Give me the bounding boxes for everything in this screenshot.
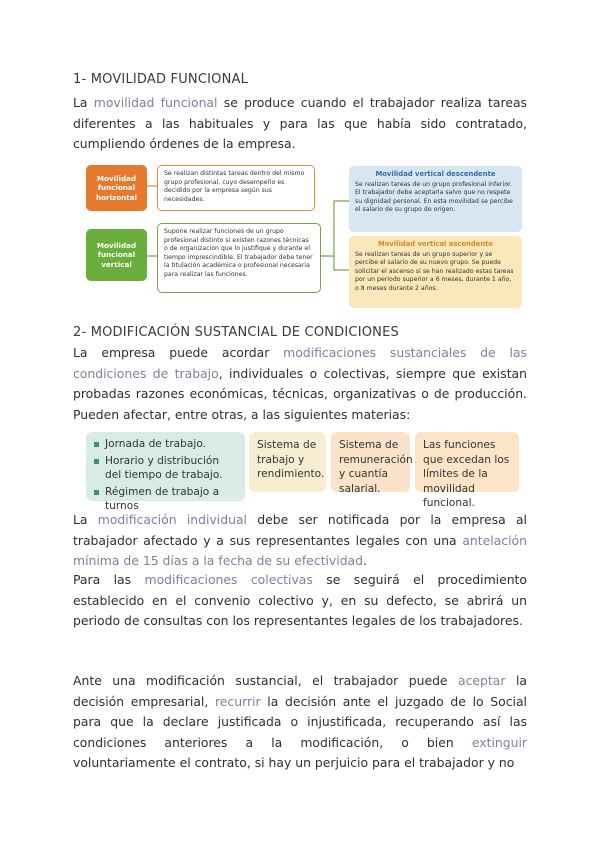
section1-paragraph: La movilidad funcional se produce cuando el trabajador realiza tareas diferentes a las habituales y para las que había sido contratado, cumpliendo órdenes de la empresa. <box>73 95 527 151</box>
highlight-term: extinguir <box>471 734 527 750</box>
highlight-term: modificación individual <box>97 512 247 527</box>
section2-paragraph-3: Para las modificaciones colectivas se seguirá el procedimiento establecido en el convenio colectivo y, en su defecto, se abrirá un periodo de consultas con los representantes legales de los trabajadores. <box>73 572 527 628</box>
vertical-mobility-text: Supone realizar funciones de un grupo profesional distinto si existen razones técnicas o de organización que lo justifique y durante el tiempo imprescindible. El trabajador debe tener la titulación académica o profesional necesaria para realizar las funciones. <box>157 223 321 293</box>
ascending-title: Movilidad vertical ascendente <box>377 240 494 248</box>
highlight-term: aceptar <box>458 673 506 688</box>
section2-paragraph-1: La empresa puede acordar modificaciones sustanciales de las condiciones de trabajo, individuales o colectivas, siempre que existan probadas razones económicas, técnicas, organizativas o de producción. Pueden afectar, entre otras, a las siguientes materias: <box>73 345 528 422</box>
card-remuneration: Sistema de remuneración y cuantía salarial. <box>331 432 410 492</box>
highlight-term: antelación mínima de 15 días a la fecha de su efectividad <box>73 532 527 568</box>
highlight-term: modificaciones sustanciales de las condiciones de trabajo <box>73 345 528 381</box>
ascending-text: Se realizan tareas de un grupo superior y se percibe el salario de su nuevo grupo. Se puede solicitar el ascenso si se han realizado estas tareas por un periodo superior a 6 meses, durante 1 año, o 8 meses durante 2 años. <box>355 250 514 292</box>
list-item: Régimen de trabajo a turnos <box>94 485 237 514</box>
highlight-term: recurrir <box>214 693 261 709</box>
descending-title: Movilidad vertical descendente <box>375 170 496 178</box>
section2-heading: 2- MODIFICACIÓN SUSTANCIAL DE CONDICIONES <box>73 325 399 340</box>
card-functions: Las funciones que excedan los límites de la movilidad funcional. <box>415 432 519 492</box>
horizontal-mobility-label: Movilidad funcional horizontal <box>86 165 147 211</box>
vertical-mobility-label: Movilidad funcional vertical <box>86 229 147 281</box>
section1-heading: 1- MOVILIDAD FUNCIONAL <box>73 72 249 87</box>
horizontal-mobility-text: Se realizan distintas tareas dentro del mismo grupo profesional, cuyo desempeño es decidido por la empresa según sus necesidades. <box>157 165 315 211</box>
card-work-system: Sistema de trabajo y rendimiento. <box>249 432 326 492</box>
descending-text: Se realizan tareas de un grupo profesional inferior. El trabajador debe aceptarla salvo que no respete su dignidad personal. En esta movilidad se percibe el salario de su grupo de origen. <box>355 180 513 214</box>
highlight-term: movilidad funcional <box>93 95 218 110</box>
materials-list-card <box>86 432 245 513</box>
ascending-mobility-box <box>349 236 522 308</box>
list-item: Horario y distribución del tiempo de trabajo. <box>94 454 237 483</box>
highlight-term: modificaciones colectivas <box>144 572 313 587</box>
section2-paragraph-4: Ante una modificación sustancial, el trabajador puede aceptar la decisión empresarial, recurrir la decisión ante el juzgado de lo Social para que la declare justificada o injustificada, recuperando así las condiciones anteriores a la modificación, o bien extinguir voluntariamente el contrato, si hay un perjuicio para el trabajador y no <box>73 673 527 770</box>
section2-paragraph-2: La modificación individual debe ser notificada por la empresa al trabajador afectado y a sus representantes legales con una antelación mínima de 15 días a la fecha de su efectividad. <box>73 512 527 568</box>
descending-mobility-box <box>349 166 522 232</box>
list-item: Jornada de trabajo. <box>94 437 237 452</box>
